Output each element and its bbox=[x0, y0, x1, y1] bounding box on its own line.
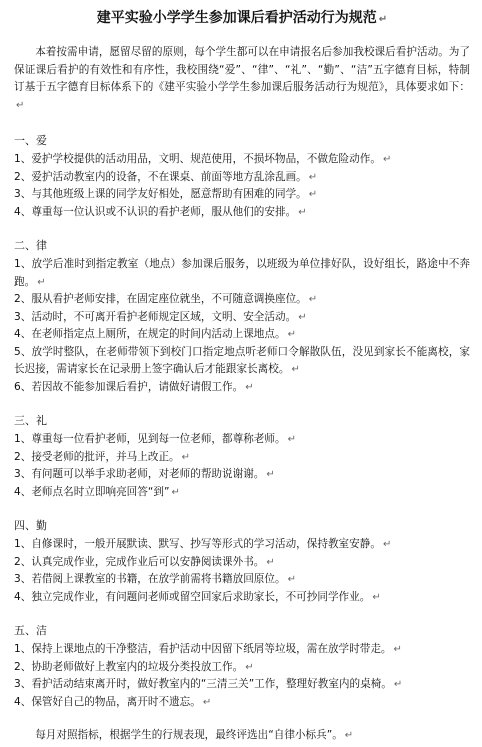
paragraph-mark: ↵ bbox=[181, 451, 191, 463]
rule-item: 2、接受老师的批评，并马上改正。 ↵ bbox=[14, 450, 191, 463]
closing-paragraph: 每月对照指标，根据学生的行规表现，最终评选出“自律小标兵”。 ↵ bbox=[35, 729, 354, 741]
rule-item: 4、独立完成作业，有问题问老师或留空回家后求助家长，不可抄同学作业。 ↵ bbox=[14, 590, 381, 603]
paragraph-mark: ↵ bbox=[298, 206, 307, 218]
paragraph-mark: ↵ bbox=[308, 171, 318, 183]
rule-item: 3、活动时，不可离开看护老师规定区域，文明、安全活动。 ↵ bbox=[14, 310, 307, 323]
paragraph-mark: ↵ bbox=[298, 311, 307, 323]
paragraph-mark: ↵ bbox=[393, 679, 403, 690]
paragraph-mark: ↵ bbox=[372, 591, 381, 603]
rule-item: 3、有问题可以举手求助老师，对老师的帮助说谢谢。 ↵ bbox=[14, 468, 275, 480]
paragraph-mark: ↵ bbox=[291, 364, 300, 375]
paragraph-mark: ↵ bbox=[287, 329, 296, 340]
paragraph-mark: ↵ bbox=[308, 294, 318, 305]
paragraph-mark: ↵ bbox=[308, 189, 318, 200]
rule-item: 3、若借阅上课教室的书籍，在放学前需将书籍放回原位。 ↵ bbox=[14, 573, 296, 585]
paragraph-mark: ↵ bbox=[202, 696, 212, 708]
section-heading: 四、勤 bbox=[14, 519, 47, 532]
rule-item: 3、与其他班级上课的同学友好相处，愿意帮助有困难的同学。 ↵ bbox=[14, 188, 318, 200]
paragraph-mark: ↵ bbox=[344, 730, 354, 741]
section-cleanliness bbox=[14, 622, 470, 711]
paragraph-mark: ↵ bbox=[382, 154, 392, 165]
paragraph-mark: ↵ bbox=[245, 381, 254, 393]
rule-item: 2、协助老师做好上教室内的垃圾分类投放工作。 ↵ bbox=[14, 660, 254, 673]
rule-item: 2、认真完成作业，完成作业后可以安静阅读课外书。 ↵ bbox=[14, 555, 275, 568]
rule-item: 4、保管好自己的物品，离开时不遗忘。 ↵ bbox=[14, 695, 212, 708]
rule-item: 1、保持上课地点的干净整洁，看护活动中因留下纸屑等垃圾，需在放学时带走。 ↵ bbox=[14, 643, 402, 655]
intro-paragraph: 本着按需申请，愿留尽留的原则，每个学生都可以在申请报名后参加我校课后看护活动。为了保证课后看护的有效性和有序性，我校围绕“爱”、“律”、“礼”、“勤”、“洁”五字德育目标，特制订基于五字德育目标体系下的《建平实验小学学生参加课后服务活动行为规范》，具体要求如下：↵ bbox=[14, 46, 470, 111]
rule-item: 4、在老师指定点上厕所，在规定的时间内活动上课地点。 ↵ bbox=[14, 328, 296, 340]
rule-item: 4、老师点名时立即响亮回答“到” ↵ bbox=[14, 485, 180, 498]
paragraph-mark: ↵ bbox=[287, 574, 296, 585]
rule-item: 4、尊重每一位认识或不认识的看护老师，服从他们的安排。 ↵ bbox=[14, 205, 307, 218]
section-heading: 二、律 bbox=[14, 239, 47, 252]
rule-item: 1、自修课时，一般开展默读、默写、抄写等形式的学习活动，保持教室安静。 ↵ bbox=[14, 538, 392, 550]
rule-item: 5、放学时整队，在老师带领下到校门口指定地点听老师口令解散队伍，没见到家长不能离校，家长迟接，需请家长在记录册上签字确认后才能跟家长离校。 ↵ bbox=[14, 345, 470, 375]
paragraph-mark: ↵ bbox=[16, 99, 25, 111]
rule-item: 1、爱护学校提供的活动用品，文明、规范使用，不损坏物品，不做危险动作。 ↵ bbox=[14, 153, 392, 165]
paragraph-mark: ↵ bbox=[378, 14, 388, 25]
paragraph-mark: ↵ bbox=[171, 486, 180, 498]
section-heading: 一、爱 bbox=[14, 134, 47, 147]
rule-item: 3、看护活动结束离开时，做好教室内的“三清三关”工作，整理好教室内的桌椅。 ↵ bbox=[14, 678, 403, 690]
section-heading: 五、洁 bbox=[14, 624, 47, 637]
rule-item: 2、爱护活动教室内的设备，不在课桌、前面等地方乱涂乱画。 ↵ bbox=[14, 170, 318, 183]
paragraph-mark: ↵ bbox=[37, 276, 46, 288]
paragraph-mark: ↵ bbox=[287, 434, 296, 445]
rule-item: 6、若因故不能参加课后看护，请做好请假工作。 ↵ bbox=[14, 380, 254, 393]
rule-item: 1、尊重每一位看护老师，见到每一位老师，都尊称老师。 ↵ bbox=[14, 433, 296, 445]
section-love bbox=[14, 132, 470, 221]
rule-item: 2、服从看护老师安排，在固定座位就坐，不可随意调换座位。 ↵ bbox=[14, 293, 318, 305]
section-courtesy bbox=[14, 412, 470, 501]
paragraph-mark: ↵ bbox=[266, 469, 275, 480]
paragraph-mark: ↵ bbox=[382, 539, 392, 550]
section-discipline bbox=[14, 237, 470, 396]
document-title: 建平实验小学学生参加课后看护活动行为规范 ↵ bbox=[96, 10, 388, 26]
rule-item: 1、放学后准时到指定教室（地点）参加课后服务，以班级为单位排好队，设好组长，路途中不奔跑。 ↵ bbox=[14, 258, 470, 288]
paragraph-mark: ↵ bbox=[266, 556, 275, 568]
paragraph-mark: ↵ bbox=[245, 661, 254, 673]
paragraph-mark: ↵ bbox=[393, 644, 402, 655]
section-heading: 三、礼 bbox=[14, 414, 47, 427]
section-diligence bbox=[14, 517, 470, 606]
